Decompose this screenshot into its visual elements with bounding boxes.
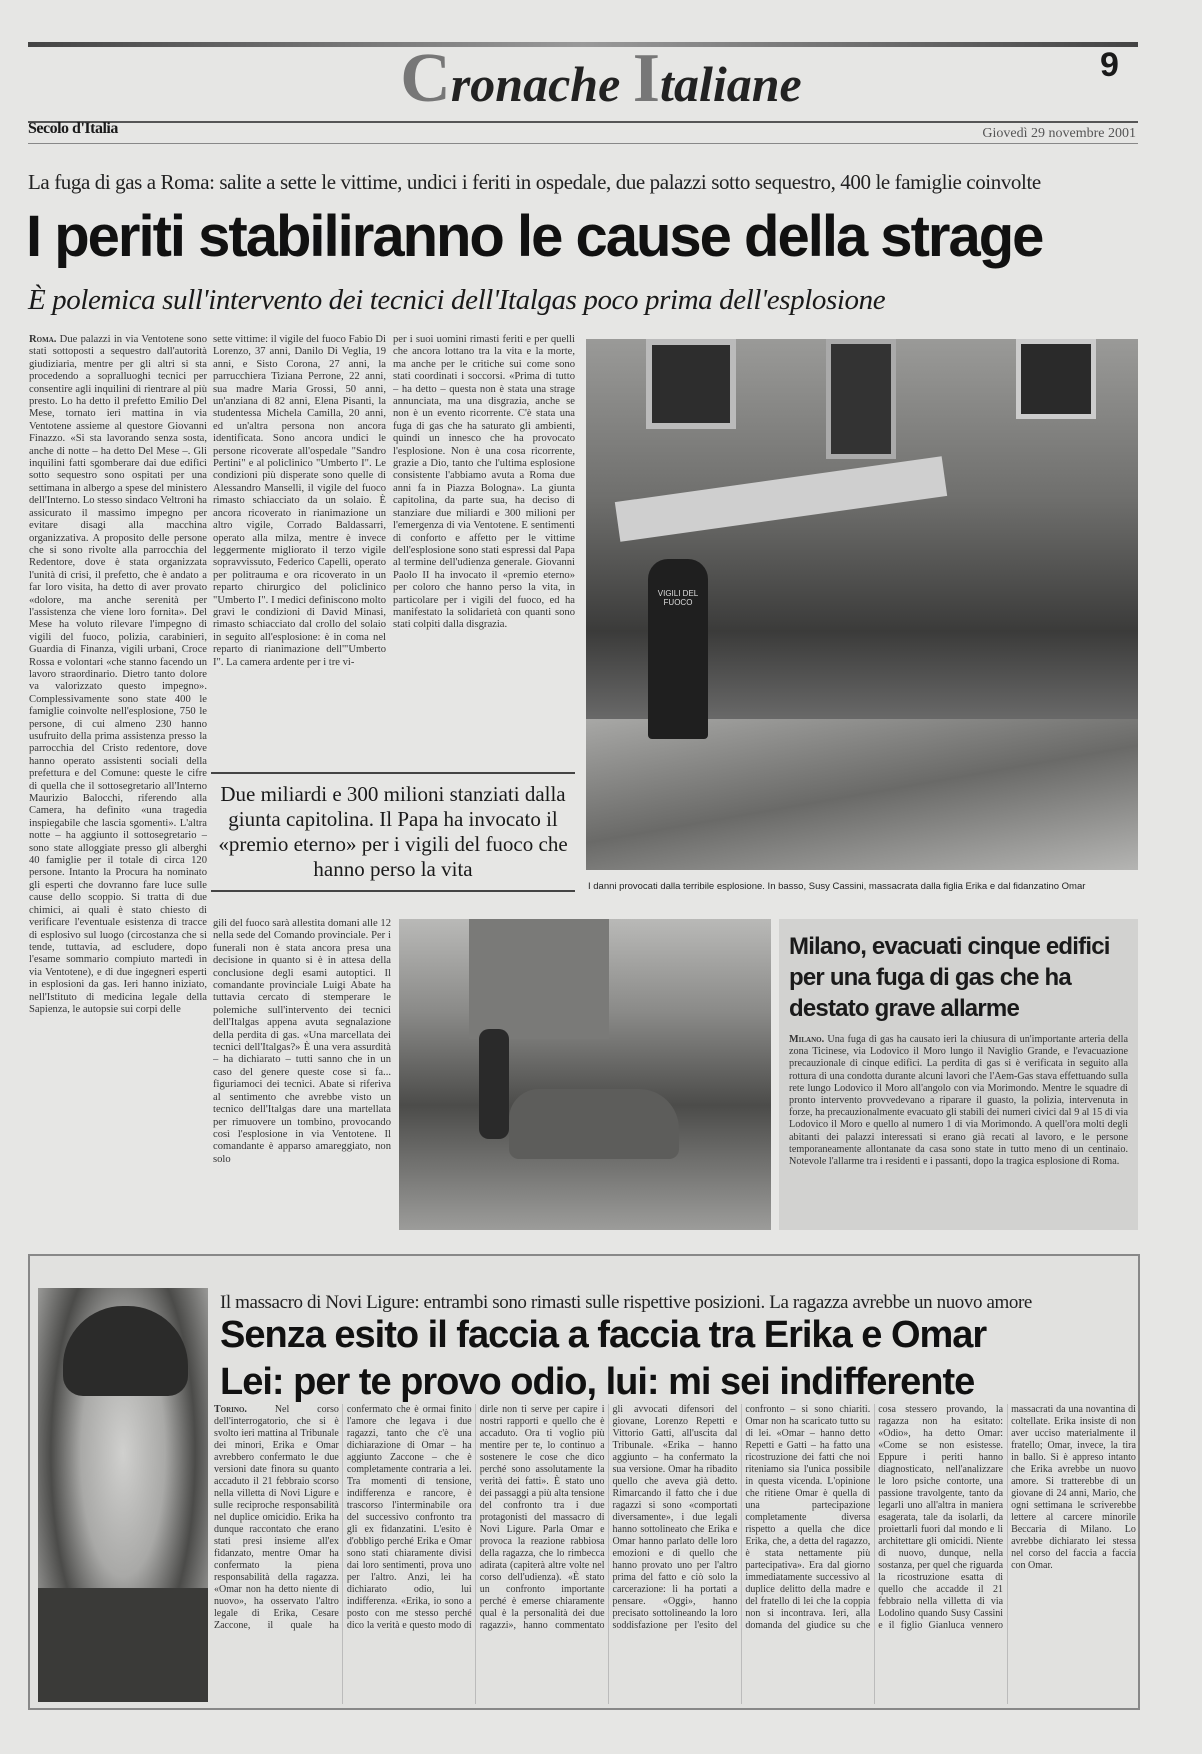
- lead-column-lower: gili del fuoco sarà allestita domani alle 12 nella sede del Comando provinciale. Per i funerali non è stata ancora presa una decisione in quanto si è in attesa della conclusione degli esami autoptici. Il comandante provinciale Luigi Abate ha tuttavia cercato di stemperare le polemiche sull'intervento dei tecnici dell'Italgas appena avuta segnalazione della perdita di gas. «Una marcellata dei tecnici dell'Italgas?» È una vera assurdità – ha dichiarato – tutti sanno che in un caso del genere queste cose si fa... figuriamoci dei tecnici. Abate si riferiva al sentimento che avrebbe visto un tecnico dell'Italgas dare una martellata per rimuovere un tombino, provocando così l'esplosione in via Ventotene. Il comandante è apparso amareggiato, non solo: [213, 918, 391, 1165]
- gas-scene-photo: [399, 919, 771, 1230]
- lead-subhead: È polemica sull'intervento dei tecnici dell'Italgas poco prima dell'esplosione: [28, 284, 886, 316]
- building-window: [1016, 339, 1096, 419]
- masthead: Secolo d'Italia: [28, 120, 118, 137]
- milano-headline: Milano, evacuati cinque edifici per una fuga di gas che ha destato grave allarme: [789, 933, 1110, 1022]
- lead-headline: I periti stabiliranno le cause della strage: [26, 204, 1043, 269]
- novi-kicker: Il massacro di Novi Ligure: entrambi sono rimasti sulle rispettive posizioni. La ragazza avrebbe un nuovo amore: [220, 1292, 1032, 1313]
- building: [469, 919, 609, 1039]
- firefighter-label: VIGILI DEL FUOCO: [657, 589, 699, 607]
- firefighter: [648, 559, 708, 739]
- dateline: Roma.: [29, 334, 57, 345]
- section-initial: C: [400, 40, 451, 117]
- lead-column-2: sette vittime: il vigile del fuoco Fabio Di Lorenzo, 37 anni, Danilo Di Veglia, 19 anni, e Sisto Corona, 27 anni, la parrucchiera Tiziana Perrone, 22 anni, sua madre Maria Grossi, 50 anni, un'anziana di 82 anni, Elena Pisanti, la studentessa Michela Camilla, 20 anni, ed un'altra persona non ancora identificata. Sono ancora undici le persone ricoverate all'ospedale "Sandro Pertini" e al policlinico "Umberto I". Le condizioni più disperate sono quelle di Alessandro Manselli, il vigile del fuoco rimasto schiacciato da un solaio. È ancora ricoverato in rianimazione un altro vigile, Corrado Baldassarri, operato alla milza, mentre è invece leggermente migliorato il terzo vigile sopravvissuto, Federico Capelli, operato per politrauma e ora ricoverato in un reparto chirurgico del policlinico "Umberto I". I medici definiscono molto gravi le condizioni di David Minasi, rimasto schiacciato dal crollo del solaio in seguito all'esplosione: è in coma nel reparto di rianimazione dell'"Umberto I". La camera ardente per i tre vi-: [213, 334, 386, 668]
- milano-body: [789, 1034, 1128, 1204]
- lead-kicker: La fuga di gas a Roma: salite a sette le vittime, undici i feriti in ospedale, due palazzi sotto sequestro, 400 le famiglie coinvolte: [28, 170, 1041, 194]
- article-text: Due palazzi in via Ventotene sono stati sottoposti a sequestro dall'autorità giudiziaria, mentre per gli altri si sta procedendo a sopralluoghi tecnici per consentire agli inquilini di rientrare al più presto. Lo ha detto il prefetto Emilio Del Mese, tornato ieri mattina in via Ventotene assieme al questore Giovanni Finazzo. «Si sta lavorando senza sosta, anche di notte – ha detto Del Mese –. Gli inquilini fatti sgomberare dai due edifici sotto sequestro sono ospitati per una settimana in albergo a spese del ministero dell'Interno. Lo stesso sindaco Veltroni ha assicurato il massimo impegno per evitare disagi alla macchina organizzativa. A proposito delle persone che si sono rivolte alla parrocchia del Redentore, dove è stata organizzata l'unità di crisi, il prefetto, che è andato a far loro visita, ha detto di aver provato «dolore, ma anche serenità per l'assistenza che viene loro fornita». Del Mese ha voluto rilevare l'impegno di vigili del fuoco, polizia, carabinieri, Guardia di Finanza, vigili urbani, Croce Rossa e volontari «che stanno facendo un lavoro straordinario. Dietro tanto dolore va valorizzato questo impegno». Complessivamente sono state 400 le famiglie coinvolte nell'esplosione, 750 le persone, di cui almeno 230 hanno usufruito della prima assistenza presso la parrocchia del Cristo redentore, dove hanno operato assistenti sociali della prefettura e del Comune: queste le cifre di quella che il sottosegretario all'Interno Maurizio Balocchi, riferendo alla Camera, ha definito «una tragedia inspiegabile che lascia sgomenti». L'altra notte – ha aggiunto il sottosegretario – sono state alloggiate presso gli alberghi 40 famiglie per il totale di circa 120 persone. Intanto la Procura ha nominato gli esperti che dovranno fare luce sulle cause dello scoppio. Si tratta di due chimici, ai quali è stato chiesto di verificare l'eventuale esistenza di tracce di esplosivo sul luogo (circostanza che si tende, tuttavia, ad escludere, dopo l'esame sommario compiuto martedì in via Ventotene), e di due ingegneri esperti in esplosioni da gas. Ieri hanno iniziato, nell'Istituto di medicina legale della Sapienza, le autopsie sui corpi delle: [29, 334, 207, 1015]
- section-title: [0, 40, 1202, 117]
- milano-story: [779, 919, 1138, 1230]
- section-initial: I: [632, 40, 661, 117]
- page-number: 9: [1100, 46, 1119, 84]
- section-word: ronache: [450, 56, 633, 112]
- header-rule: [28, 121, 1138, 123]
- rubble: [586, 719, 1138, 870]
- pull-quote: Due miliardi e 300 milioni stanziati dalla giunta capitolina. Il Papa ha invocato il «premio eterno» per i vigili del fuoco che hanno perso la vita: [211, 772, 575, 892]
- novi-body: [214, 1404, 1136, 1704]
- collapsed-balcony: [615, 456, 947, 542]
- portrait-shirt: [38, 1588, 208, 1702]
- issue-date: Giovedì 29 novembre 2001: [982, 126, 1136, 141]
- explosion-photo: [586, 339, 1138, 870]
- person: [479, 1029, 509, 1139]
- article-text: Nel corso dell'interrogatorio, che si è svolto ieri mattina al Tribunale dei minori, Erika e Omar avrebbero confermato le due versioni date finora su quanto accaduto il 21 febbraio scorso nella villetta di Novi Ligure e sulle reciproche responsabilità nel duplice omicidio. Erika ha dunque raccontato che erano stati presi insieme all'ex fidanzato, mentre Omar ha confermato la piena responsabilità della ragazza. «Omar non ha detto niente di nuovo», ha osservato l'altro legale di Erika, Cesare Zaccone, il quale ha confermato che è ormai finito l'amore che legava i due ragazzi, tanto che c'è una dichiarazione di Omar – ha aggiunto Zaccone – che è completamente contraria a lei. Tra momenti di tensione, indifferenza e rancore, è trascorso l'interminabile ora del successivo confronto tra gli ex fidanzatini. L'esito è d'obbligo perché Erika e Omar sono stati chiaramente divisi dai loro sentimenti, prova uno per l'altro. Anzi, lei ha dichiarato odio, lui indifferenza. «Erika, io sono a posto con me stesso perché dico la verità e questo modo di dirle non ti serve per capire i nostri rapporti e quello che è accaduto. Ora ti voglio più mentire per te, lo continuo a sostenere le cose che dico perché sono assolutamente la verità dei fatti». È stato uno dei passaggi a più alta tensione del confronto tra i due protagonisti del massacro di Novi Ligure. Parla Omar e provoca la reazione rabbiosa della ragazza, che lo rimbecca adirata (capiterà altre volte nel corso dell'udienza). «È stato un confronto importante perché è emerse chiaramente qual è la personalità dei due ragazzi», hanno commentato gli avvocati difensori del giovane, Lorenzo Repetti e Vittorio Gatti, all'uscita dal Tribunale. «Erika – hanno aggiunto – ha confermato la sua versione. Omar ha ribadito quello che aveva già detto. Rimarcando il fatto che i due ragazzi si sono «comportati diversamente», i due legali hanno sottolineato che Erika e Omar hanno parlato delle loro emozioni e di quello che hanno provato uno per l'altro prima del fatto e ciò solo la carcerazione: li ha portati a pensare. «Oggi», hanno precisato sottolineando la loro soddisfazione per l'esito del confronto – si sono chiariti. Omar non ha scaricato tutto su di lei. «Omar – hanno detto Repetti e Gatti – ha fatto una ricostruzione dei fatti che noi riteniamo sia l'unica possibile in questa vicenda. L'opinione che ritiene Omar è quella di una partecipazione completamente diversa rispetto a quella che dice Erika, che, a detta del ragazzo, è stata nettamente più partecipativa». Era dal giorno immediatamente successivo al duplice delitto della madre e del fratello di lei che la coppia non si incontrava. Ieri, alla domanda del giudice su che cosa stessero provando, la ragazza non ha esitato: «Odio», ha detto Omar: «Come se non esistesse. Eppure i periti hanno diagnosticato, nell'analizzare le loro psiche contorte, una passione travolgente, tanto da legarli uno all'altra in maniera esagerata, tale da isolarli, da proiettarli fuori dal mondo e li architettare gli omicidi. Niente di nuovo, dunque, nella sostanza, per quel che riguarda la ricostruzione esatta di quello che accadde il 21 febbraio nella villetta di via Lodolino quando Susy Cassini e il figlio Gianluca vennero massacrati da una novantina di coltellate. Erika insiste di non aver ucciso materialmente il fratello; Omar, invece, la tira in ballo. Si è appreso intanto che Erika avrebbe un nuovo amore. Si tratterebbe di un giovane di 24 anni, Mario, che ogni settimana le scriverebbe lettere al carcere minorile Beccaria di Milano. Lo avrebbe dichiarato lei stessa nel corso del faccia a faccia con Omar.: [214, 1404, 1136, 1631]
- novi-headline-2: Lei: per te provo odio, lui: mi sei indifferente: [220, 1361, 975, 1403]
- article-text: Una fuga di gas ha causato ieri la chiusura di un'importante arteria della zona Ticinese, via Lodovico il Moro lungo il Naviglio Grande, e l'evacuazione precauzionale di cinque edifici. La perdita di gas si è verificata in seguito alla rottura di una condotta durante alcuni lavori che l'Aem-Gas stava effettuando sulla rete lungo Lodovico il Moro all'angolo con via Morimondo. Mentre le squadre di pronto intervento provvedevano a riparare il guasto, la polizia, intervenuta in forze, ha precauzionalmente evacuato gli stabili dei numeri civici dal 9 al 15 di via Lodovico il Moro e quello al numero 1 di via Morimondo. A quell'ora molti degli abitanti dei palazzi interessati si erano già recati al lavoro, e le persone temporaneamente allontanate da casa sono state in tutto meno di un centinaio. Notevole l'allarme tra i residenti e i passanti, dopo la tragica esplosione di Roma.: [789, 1034, 1128, 1168]
- building-window: [646, 339, 736, 429]
- dateline: Milano.: [789, 1034, 825, 1045]
- lead-column-1: [29, 334, 207, 1230]
- portrait-photo: [38, 1288, 208, 1702]
- header-rule-lower: [28, 143, 1138, 144]
- lead-column-3: per i suoi uomini rimasti feriti e per quelli che ancora lottano tra la vita e la morte, ma anche per le critiche sui come sono stati coordinati i soccorsi. «Prima di tutto – ha detto – questa non è stata una strage annunciata, ma una disgrazia, anche se non è un evento ricorrente. C'è stata una fuga di gas che ha saturato gli ambienti, quindi un innesco che ha provocato l'esplosione. Non è una cosa ricorrente, grazie a Dio, tanto che l'ultima esplosione consistente l'abbiamo avuta a Roma due anni fa in Piazza Bologna». La giunta capitolina, da parte sua, ha deciso di stanziare due miliardi e 300 milioni per l'emergenza di via Ventotene. E sentimenti di conforto e affetto per le vittime dell'esplosione sono stati espressi dal Papa al termine dell'udienza generale. Giovanni Paolo II ha invocato il «premio eterno» per coloro che hanno perso la vita, in particolare per i vigili del fuoco, ed ha manifestato la solidarietà con quanti sono stati colpiti dalla disgrazia.: [393, 334, 575, 631]
- photo-caption: I danni provocati dalla terribile esplosione. In basso, Susy Cassini, massacrata dalla figlia Erika e dal fidanzatino Omar: [588, 881, 1086, 892]
- section-word: taliane: [660, 56, 802, 112]
- portrait-hair: [63, 1306, 188, 1396]
- dateline: Torino.: [214, 1404, 247, 1415]
- building-window: [826, 339, 896, 459]
- crushed-car: [509, 1089, 679, 1159]
- novi-headline-1: Senza esito il faccia a faccia tra Erika e Omar: [220, 1314, 987, 1356]
- novi-ligure-story: [28, 1254, 1140, 1710]
